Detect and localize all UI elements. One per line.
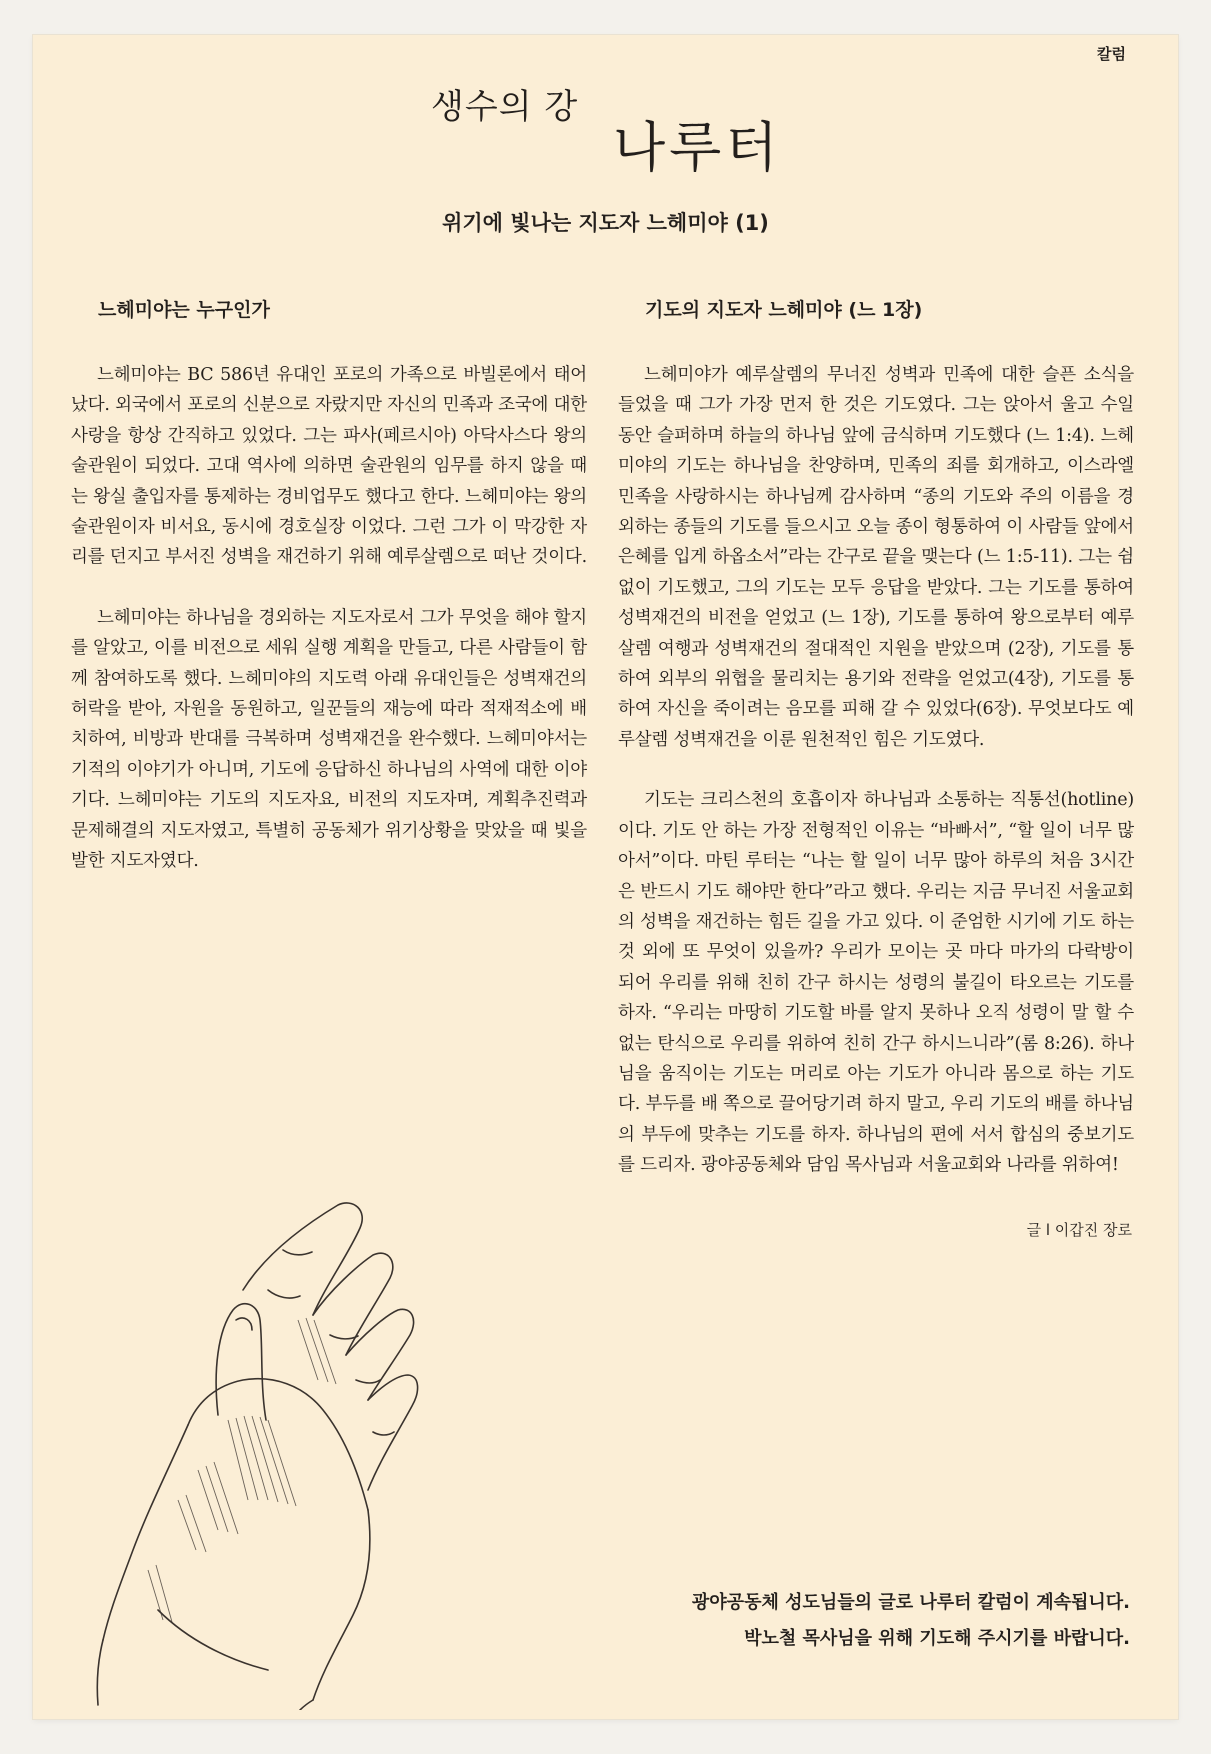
column-series-title: 생수의 강 — [431, 87, 579, 127]
column-main-title: 나루터 — [613, 116, 782, 179]
notice-block — [692, 1585, 1130, 1657]
notice-line: 광야공동체 성도님들의 글로 나루터 칼럼이 계속됩니다. — [691, 1592, 1130, 1613]
right-paragraph: 느헤미야가 예루살렘의 무너진 성벽과 민족에 대한 슬픈 소식을 들었을 때 그가 가장 먼저 한 것은 기도였다. 그는 앉아서 울고 수일 동안 슬퍼하며 하늘의 하나님 앞에 금식하며 기도했다 (느 1:4). 느헤미야의 기도는 하나님을 찬양하며, 민족의 죄를 회개하고, 이스라엘 민족을 사랑하시는 하나님께 감사하며 “종의 기도와 주의 이름을 경외하는 종들의 기도를 들으시고 오늘 종이 형통하여 이 사람들 앞에서 은혜를 입게 하옵소서”라는 간구로 끝을 맺는다 (느 1:5-11). 그는 쉼 없이 기도했고, 그의 기도는 모두 응답을 받았다. 그는 기도를 통하여 성벽재건의 비전을 얻었고 (느 1장), 기도를 통하여 왕으로부터 예루살렘 여행과 성벽재건의 절대적인 지원을 받았으며 (2장), 기도를 통하여 외부의 위협을 물리치는 용기와 전략을 얻었고(4장), 기도를 통하여 자신을 죽이려는 음모를 피해 갈 수 있었다(6장). 무엇보다도 예루살렘 성벽재건을 이룬 원천적인 힘은 기도였다. — [618, 365, 1135, 750]
article-subtitle: 위기에 빛나는 지도자 느헤미야 (1) — [442, 211, 769, 235]
author-byline: 글 l 이갑진 장로 — [1026, 1220, 1132, 1239]
notice-line: 박노철 목사님을 위해 기도해 주시기를 바랍니다. — [744, 1628, 1130, 1649]
left-column-heading: 느헤미야는 누구인가 — [98, 299, 270, 321]
right-paragraph: 기도는 크리스천의 호흡이자 하나님과 소통하는 직통선(hotline)이다. 기도 안 하는 가장 전형적인 이유는 “바빠서”, “할 일이 너무 많아서”이다. 마틴 루터는 “나는 할 일이 너무 많아 하루의 처음 3시간은 반드시 기도 해야만 한다”라고 했다. 우리는 지금 무너진 서울교회의 성벽을 재건하는 힘든 길을 가고 있다. 이 준엄한 시기에 기도 하는 것 외에 또 무엇이 있을까? 우리가 모이는 곳 마다 마가의 다락방이 되어 우리를 위해 친히 간구 하시는 성령의 불길이 타오르는 기도를 하자. “우리는 마땅히 기도할 바를 알지 못하나 오직 성령이 말 할 수 없는 탄식으로 우리를 위하여 친히 간구 하시느니라”(롬 8:26). 하나님을 움직이는 기도는 머리로 아는 기도가 아니라 몸으로 하는 기도다. 부두를 배 쪽으로 끌어당기려 하지 말고, 우리 기도의 배를 하나님의 부두에 맞추는 기도를 하자. 하나님의 편에 서서 합심의 중보기도를 드리자. 광야공동체와 담임 목사님과 서울교회와 나라를 위하여! — [618, 790, 1134, 1176]
section-label: 칼럼 — [1097, 45, 1126, 63]
left-paragraph: 느헤미야는 BC 586년 유대인 포로의 가족으로 바빌론에서 태어났다. 외국에서 포로의 신분으로 자랐지만 자신의 민족과 조국에 대한 사랑을 항상 간직하고 있었다. 그는 파사(페르시아) 아닥사스다 왕의 술관원이 되었다. 고대 역사에 의하면 술관원의 임무를 하지 않을 때는 왕실 출입자를 통제하는 경비업무도 했다고 한다. 느헤미야는 왕의 술관원이자 비서요, 동시에 경호실장 이었다. 그런 그가 이 막강한 자리를 던지고 부서진 성벽을 재건하기 위해 예루살렘으로 떠난 것이다. — [71, 365, 588, 568]
left-paragraph: 느헤미야는 하나님을 경외하는 지도자로서 그가 무엇을 해야 할지를 알았고, 이를 비전으로 세워 실행 계획을 만들고, 다른 사람들이 함께 참여하도록 했다. 느헤미야의 지도력 아래 유대인들은 성벽재건의 허락을 받아, 자원을 동원하고, 일꾼들의 재능에 따라 적재적소에 배치하여, 비방과 반대를 극복하며 성벽재건을 완수했다. 느헤미야서는 기적의 이야기가 아니며, 기도에 응답하신 하나님의 사역에 대한 이야기다. 느헤미야는 기도의 지도자요, 비전의 지도자며, 계획추진력과 문제해결의 지도자였고, 특별히 공동체가 위기상황을 맞았을 때 빛을 발한 지도자였다. — [71, 607, 588, 872]
right-column-heading: 기도의 지도자 느헤미야 (느 1장) — [645, 299, 923, 321]
left-column — [71, 295, 587, 907]
right-column — [618, 295, 1134, 1240]
praying-hands-icon — [68, 1170, 508, 1710]
column-page — [33, 35, 1178, 1719]
